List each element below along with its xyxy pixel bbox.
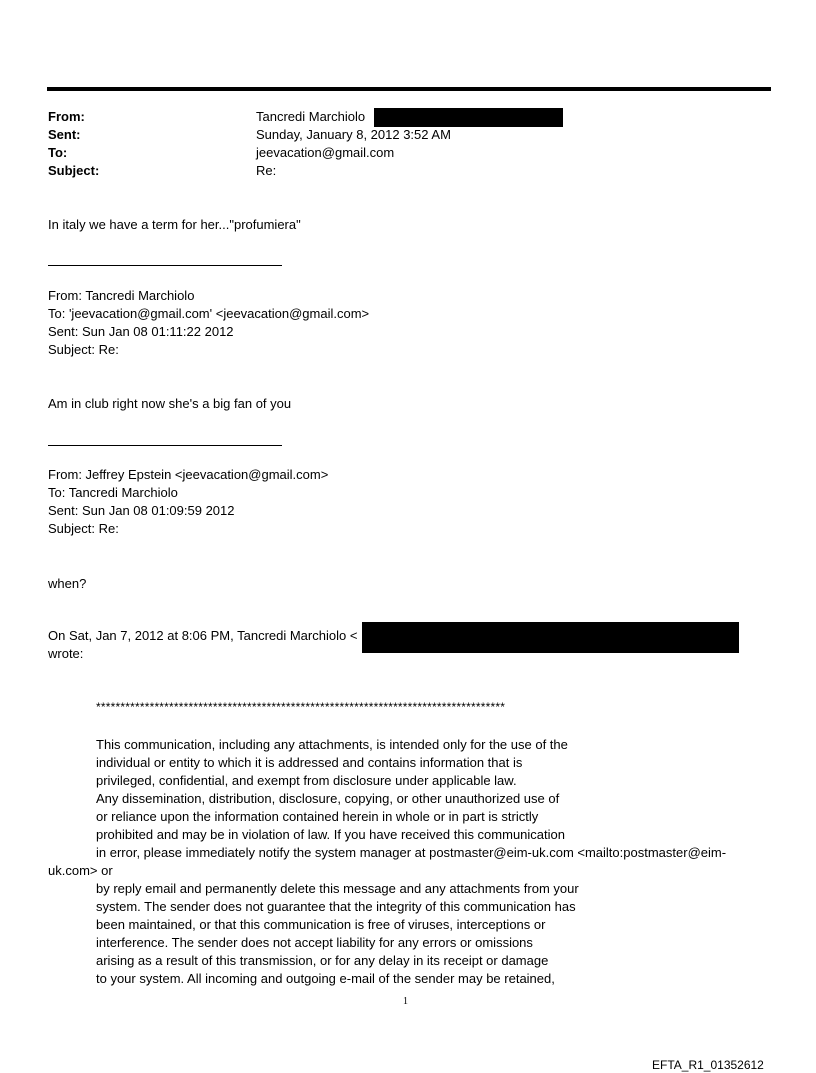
on-wrote-line: On Sat, Jan 7, 2012 at 8:06 PM, Tancredi Marchiolo < xyxy=(48,628,358,643)
disclaimer-line: to your system. All incoming and outgoing e-mail of the sender may be retained, xyxy=(96,971,555,986)
disclaimer-line: uk.com> or xyxy=(48,863,113,878)
disclaimer-line: in error, please immediately notify the system manager at postmaster@eim-uk.com <mailto:postmaster@eim- xyxy=(96,845,727,860)
sent-value: Sunday, January 8, 2012 3:52 AM xyxy=(256,127,451,142)
quoted-header-1 xyxy=(48,287,369,359)
quoted-to: To: 'jeevacation@gmail.com' <jeevacation@gmail.com> xyxy=(48,306,370,321)
disclaimer-line: individual or entity to which it is addressed and contains information that is xyxy=(96,755,523,770)
subject-label: Subject: xyxy=(48,163,100,178)
quoted-subject: Subject: Re: xyxy=(48,342,119,357)
header-rule xyxy=(47,87,771,91)
disclaimer-line: system. The sender does not guarantee that the integrity of this communication has xyxy=(96,899,576,914)
from-value: Tancredi Marchiolo xyxy=(256,109,366,124)
quoted-from: From: Jeffrey Epstein <jeevacation@gmail.com> xyxy=(48,467,329,482)
to-label: To: xyxy=(48,145,68,160)
sent-label: Sent: xyxy=(48,127,81,142)
subject-value: Re: xyxy=(256,163,277,178)
disclaimer-line: arising as a result of this transmission, or for any delay in its receipt or damage xyxy=(96,953,549,968)
document-id: EFTA_R1_01352612 xyxy=(652,1058,764,1072)
quoted-sent: Sent: Sun Jan 08 01:11:22 2012 xyxy=(48,324,234,339)
from-label: From: xyxy=(48,109,85,124)
disclaimer-line: prohibited and may be in violation of law. If you have received this communication xyxy=(96,827,565,842)
redaction-box xyxy=(362,622,739,653)
message-body: In italy we have a term for her..."profumiera" xyxy=(48,217,301,232)
page-number: 1 xyxy=(403,996,408,1007)
quoted-sent: Sent: Sun Jan 08 01:09:59 2012 xyxy=(48,503,235,518)
disclaimer-line: or reliance upon the information contained herein in whole or in part is strictly xyxy=(96,809,539,824)
quoted-body-1: Am in club right now she's a big fan of you xyxy=(48,396,292,411)
quoted-body-2: when? xyxy=(48,576,87,591)
quote-separator xyxy=(48,265,282,266)
quoted-to: To: Tancredi Marchiolo xyxy=(48,485,178,500)
asterisk-divider: ************************************************************************************ xyxy=(96,700,506,714)
to-value: jeevacation@gmail.com xyxy=(256,145,395,160)
disclaimer-line: by reply email and permanently delete this message and any attachments from your xyxy=(96,881,579,896)
quoted-subject: Subject: Re: xyxy=(48,521,119,536)
redaction-box xyxy=(374,108,563,127)
quote-separator xyxy=(48,445,282,446)
wrote-line: wrote: xyxy=(48,646,84,661)
disclaimer-line: been maintained, or that this communication is free of viruses, interceptions or xyxy=(96,917,546,932)
disclaimer-line: This communication, including any attachments, is intended only for the use of the xyxy=(96,737,568,752)
disclaimer-line: privileged, confidential, and exempt from disclosure under applicable law. xyxy=(96,773,517,788)
disclaimer-line: Any dissemination, distribution, disclosure, copying, or other unauthorized use of xyxy=(96,791,560,806)
quoted-from: From: Tancredi Marchiolo xyxy=(48,288,195,303)
quoted-header-2 xyxy=(48,466,328,538)
disclaimer-line: interference. The sender does not accept liability for any errors or omissions xyxy=(96,935,533,950)
